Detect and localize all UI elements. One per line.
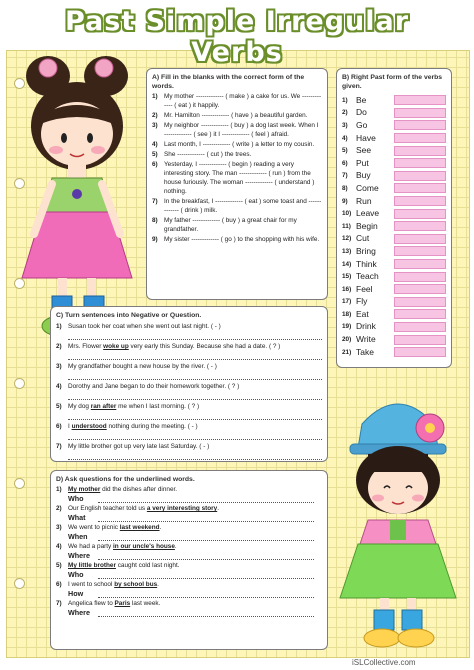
sentence-text: last week. <box>130 600 161 607</box>
underlined-words: a very interesting story <box>146 505 218 512</box>
section-a-item <box>152 121 322 139</box>
verb-word: Drink <box>356 321 376 332</box>
section-c-box <box>50 306 328 462</box>
section-b-item <box>342 119 446 132</box>
section-b-item <box>342 170 446 183</box>
answer-field[interactable] <box>394 171 446 181</box>
sentence-text: very early this Sunday. Because she had a date. ( ? ) <box>128 343 281 350</box>
answer-field[interactable] <box>394 133 446 143</box>
section-a-item <box>152 216 322 234</box>
item-text <box>68 422 322 431</box>
section-b-list <box>342 94 446 358</box>
item-number: 2) <box>152 112 158 119</box>
sentence-text: My little brother got up very late last Saturday. ( - ) <box>68 443 210 450</box>
section-b-item <box>342 321 446 334</box>
answer-line[interactable] <box>98 570 314 579</box>
answer-field[interactable] <box>394 234 446 244</box>
section-d-item <box>56 580 322 589</box>
verb-word: Take <box>356 346 374 357</box>
section-c-item <box>56 322 322 331</box>
sentence-text: My dog <box>68 403 91 410</box>
answer-field[interactable] <box>394 322 446 332</box>
answer-field[interactable] <box>394 284 446 294</box>
item-text <box>68 342 322 351</box>
item-number: 2) <box>342 109 348 117</box>
item-number: 6) <box>56 423 62 430</box>
section-a-item <box>152 235 322 244</box>
item-text: My sister ------------- ( go ) to the shopping with his wife. <box>164 236 320 243</box>
section-c-item <box>56 382 322 391</box>
item-number: 7) <box>56 600 62 607</box>
item-number: 2) <box>56 343 62 350</box>
sentence-text: Dorothy and Jane began to do their homework together. ( ? ) <box>68 383 240 390</box>
item-number: 9) <box>342 197 348 205</box>
item-number: 3) <box>152 122 158 129</box>
underlined-words: Paris <box>114 600 131 607</box>
section-c-item <box>56 442 322 451</box>
item-number: 17) <box>342 298 352 306</box>
verb-word: Write <box>356 334 376 345</box>
answer-field[interactable] <box>394 120 446 130</box>
sentence-text: . <box>157 581 159 588</box>
item-number: 3) <box>56 363 62 370</box>
item-text: My father ------------- ( buy ) a great chair for my grandfather. <box>164 217 297 233</box>
item-text: Mr. Hamilton ------------- ( have ) a beautiful garden. <box>164 112 308 119</box>
ring-hole <box>14 578 25 589</box>
section-b-item <box>342 107 446 120</box>
section-c-item <box>56 362 322 371</box>
section-d-heading: D) Ask questions for the underlined words. <box>56 476 195 483</box>
item-number: 5) <box>56 562 62 569</box>
section-a-item <box>152 160 322 196</box>
footer-credit: iSLCollective.com <box>352 658 416 667</box>
answer-line[interactable] <box>98 608 314 617</box>
sentence-text: . <box>217 505 219 512</box>
item-text <box>68 561 322 570</box>
item-text <box>68 599 322 608</box>
item-number: 1) <box>342 96 348 104</box>
verb-word: Bring <box>356 245 376 256</box>
question-word: Who <box>68 570 84 579</box>
answer-line[interactable] <box>98 513 314 522</box>
item-number: 3) <box>56 524 62 531</box>
answer-field[interactable] <box>394 297 446 307</box>
section-b-item <box>342 308 446 321</box>
sentence-text: My grandfather bought a new house by the river. ( - ) <box>68 363 217 370</box>
item-number: 8) <box>342 184 348 192</box>
item-number: 7) <box>56 443 62 450</box>
sentence-text: . <box>159 524 162 531</box>
item-text <box>68 504 322 513</box>
answer-line[interactable] <box>98 494 314 503</box>
section-c-item <box>56 342 322 351</box>
item-number: 18) <box>342 310 352 318</box>
item-text <box>68 485 322 494</box>
sentence-text: Susan <box>68 323 88 330</box>
section-a-item <box>152 150 322 159</box>
question-word: What <box>68 513 86 522</box>
item-text <box>68 442 322 451</box>
section-b-item <box>342 258 446 271</box>
verb-word: Think <box>356 258 377 269</box>
answer-field[interactable] <box>394 95 446 105</box>
section-b-item <box>342 233 446 246</box>
answer-field[interactable] <box>394 158 446 168</box>
question-line <box>68 551 322 560</box>
answer-line[interactable] <box>68 411 322 420</box>
underlined-words: in our uncle's house <box>113 543 175 550</box>
answer-field[interactable] <box>394 183 446 193</box>
item-text: My neighbor ------------- ( buy ) a dog last week. When I ------------- ( see ) it I ------------- ( feel ) afraid. <box>164 122 319 138</box>
item-number: 1) <box>152 93 158 100</box>
section-d-item <box>56 561 322 570</box>
item-text <box>68 523 322 532</box>
answer-line[interactable] <box>98 589 314 598</box>
question-line <box>68 589 322 598</box>
verb-word: Fly <box>356 296 368 307</box>
sentence-text: took her coat when she went out last night. ( - ) <box>87 323 221 330</box>
answer-field[interactable] <box>394 246 446 256</box>
item-number: 4) <box>342 134 348 142</box>
section-c-heading: C) Turn sentences into Negative or Question. <box>56 312 202 319</box>
sentence-text: Angelica flew to <box>68 600 115 607</box>
sentence-text: I <box>68 423 72 430</box>
item-text <box>68 542 322 551</box>
answer-line[interactable] <box>68 331 322 340</box>
sentence-text: me when I last morning. ( ? ) <box>116 403 200 410</box>
question-word: How <box>68 589 84 598</box>
item-text: Last month, I ------------- ( write ) a letter to my cousin. <box>164 141 315 148</box>
underlined-words: ran after <box>90 403 117 410</box>
item-number: 1) <box>56 486 62 493</box>
section-b-item <box>342 220 446 233</box>
verb-word: Cut <box>356 233 370 244</box>
item-number: 5) <box>342 147 348 155</box>
section-a-item <box>152 140 322 149</box>
section-b-item <box>342 195 446 208</box>
verb-word: Feel <box>356 283 373 294</box>
underlined-words: last weekend <box>119 524 160 531</box>
section-b-item <box>342 157 446 170</box>
item-number: 12) <box>342 235 352 243</box>
verb-word: Leave <box>356 208 380 219</box>
underlined-words: My mother <box>68 486 101 493</box>
item-number: 7) <box>152 198 158 205</box>
underlined-words: by school bus <box>114 581 158 588</box>
section-c-list <box>56 322 322 460</box>
answer-field[interactable] <box>394 209 446 219</box>
verb-word: Have <box>356 132 376 143</box>
item-text: In the breakfast, I ------------- ( eat ) some toast and ------------- ( drink ) milk. <box>164 198 322 214</box>
page-title: Past Simple Irregular Verbs <box>64 6 410 68</box>
answer-field[interactable] <box>394 146 446 156</box>
section-a-heading: A) Fill in the blanks with the correct form of the words. <box>152 74 305 90</box>
section-a-item <box>152 92 322 110</box>
verb-word: Put <box>356 157 369 168</box>
sentence-text: I went to school <box>68 581 115 588</box>
section-b-heading: B) Right Past form of the verbs given. <box>342 74 443 90</box>
item-number: 11) <box>342 222 351 230</box>
item-number: 4) <box>56 543 62 550</box>
question-line <box>68 532 322 541</box>
section-a-item <box>152 197 322 215</box>
question-line <box>68 570 322 579</box>
item-text <box>68 362 322 371</box>
sentence-text: We went to picnic <box>68 524 120 531</box>
item-text: She ------------- ( cut ) the trees. <box>164 151 252 158</box>
sentence-text: Our English teacher told us <box>68 505 147 512</box>
item-text <box>68 402 322 411</box>
question-word: Where <box>68 608 90 617</box>
section-c-item <box>56 422 322 431</box>
item-number: 6) <box>56 581 62 588</box>
item-number: 10) <box>342 210 352 218</box>
verb-word: Come <box>356 182 379 193</box>
verb-word: See <box>356 145 372 156</box>
item-number: 15) <box>342 273 352 281</box>
item-number: 1) <box>56 323 62 330</box>
item-number: 4) <box>56 383 62 390</box>
section-b-item <box>342 346 446 359</box>
answer-field[interactable] <box>394 272 446 282</box>
answer-line[interactable] <box>68 451 322 460</box>
section-b-item <box>342 144 446 157</box>
sentence-text: . <box>174 543 177 550</box>
section-a-box <box>146 68 328 300</box>
item-number: 2) <box>56 505 62 512</box>
item-number: 4) <box>152 141 158 148</box>
section-d-item <box>56 485 322 494</box>
item-number: 19) <box>342 323 352 331</box>
item-number: 13) <box>342 247 352 255</box>
section-b-box <box>336 68 452 368</box>
section-d-box <box>50 470 328 650</box>
underlined-words: My little brother <box>68 562 116 569</box>
section-b-item <box>342 283 446 296</box>
section-b-item <box>342 296 446 309</box>
section-b-item <box>342 132 446 145</box>
ring-hole <box>14 378 25 389</box>
answer-field[interactable] <box>394 335 446 345</box>
answer-field[interactable] <box>394 309 446 319</box>
item-number: 5) <box>56 403 62 410</box>
answer-field[interactable] <box>394 196 446 206</box>
answer-field[interactable] <box>394 108 446 118</box>
section-a-list <box>152 92 322 244</box>
verb-word: Begin <box>356 220 378 231</box>
item-number: 6) <box>152 161 158 168</box>
item-text <box>68 322 322 331</box>
item-number: 9) <box>152 236 158 243</box>
question-word: Who <box>68 494 84 503</box>
verb-word: Run <box>356 195 372 206</box>
section-b-item <box>342 207 446 220</box>
sentence-text: We had a party <box>68 543 113 550</box>
verb-word: Do <box>356 107 367 118</box>
answer-line[interactable] <box>68 351 322 360</box>
item-text <box>68 382 322 391</box>
section-b-item <box>342 333 446 346</box>
section-c-item <box>56 402 322 411</box>
verb-word: Go <box>356 119 368 130</box>
ring-hole <box>14 478 25 489</box>
section-d-item <box>56 523 322 532</box>
question-word: When <box>68 532 88 541</box>
underlined-words: woke up <box>103 343 129 350</box>
sentence-text: caught cold last night. <box>115 562 180 569</box>
item-text <box>68 580 322 589</box>
section-b-item <box>342 182 446 195</box>
item-number: 6) <box>342 159 348 167</box>
verb-word: Be <box>356 94 367 105</box>
answer-line[interactable] <box>68 431 322 440</box>
item-number: 20) <box>342 336 352 344</box>
item-number: 7) <box>342 172 348 180</box>
sentence-text: nothing during the meeting. ( - ) <box>106 423 198 430</box>
verb-word: Teach <box>356 271 379 282</box>
item-text: My mother ------------- ( make ) a cake for us. We ------------- ( eat ) it happily. <box>164 93 322 109</box>
section-b-item <box>342 270 446 283</box>
verb-word: Buy <box>356 170 371 181</box>
question-line <box>68 513 322 522</box>
section-d-item <box>56 542 322 551</box>
underlined-words: understood <box>71 423 107 430</box>
section-b-item <box>342 94 446 107</box>
item-number: 3) <box>342 121 348 129</box>
section-b-item <box>342 245 446 258</box>
girl-green-hat-illustration <box>332 384 464 654</box>
girl-pink-dress-illustration <box>12 54 142 346</box>
item-number: 16) <box>342 285 352 293</box>
item-number: 8) <box>152 217 158 224</box>
item-number: 5) <box>152 151 158 158</box>
sentence-text: did the dishes after dinner. <box>100 486 178 493</box>
section-d-item <box>56 599 322 608</box>
section-d-list <box>56 485 322 617</box>
question-line <box>68 494 322 503</box>
question-line <box>68 608 322 617</box>
item-text: Yesterday, I ------------- ( begin ) reading a very interesting story. The man ------------- ( run ) from the house furiously. The woman ------------- ( understand ) nothing. <box>164 161 315 195</box>
answer-field[interactable] <box>394 221 446 231</box>
answer-line[interactable] <box>68 391 322 400</box>
answer-line[interactable] <box>98 551 314 560</box>
item-number: 14) <box>342 260 352 268</box>
verb-word: Eat <box>356 308 369 319</box>
answer-line[interactable] <box>98 532 314 541</box>
question-word: Where <box>68 551 90 560</box>
answer-field[interactable] <box>394 259 446 269</box>
answer-field[interactable] <box>394 347 446 357</box>
section-d-item <box>56 504 322 513</box>
answer-line[interactable] <box>68 371 322 380</box>
item-number: 21) <box>342 348 352 356</box>
sentence-text: Mrs. Flower <box>68 343 104 350</box>
section-a-item <box>152 111 322 120</box>
